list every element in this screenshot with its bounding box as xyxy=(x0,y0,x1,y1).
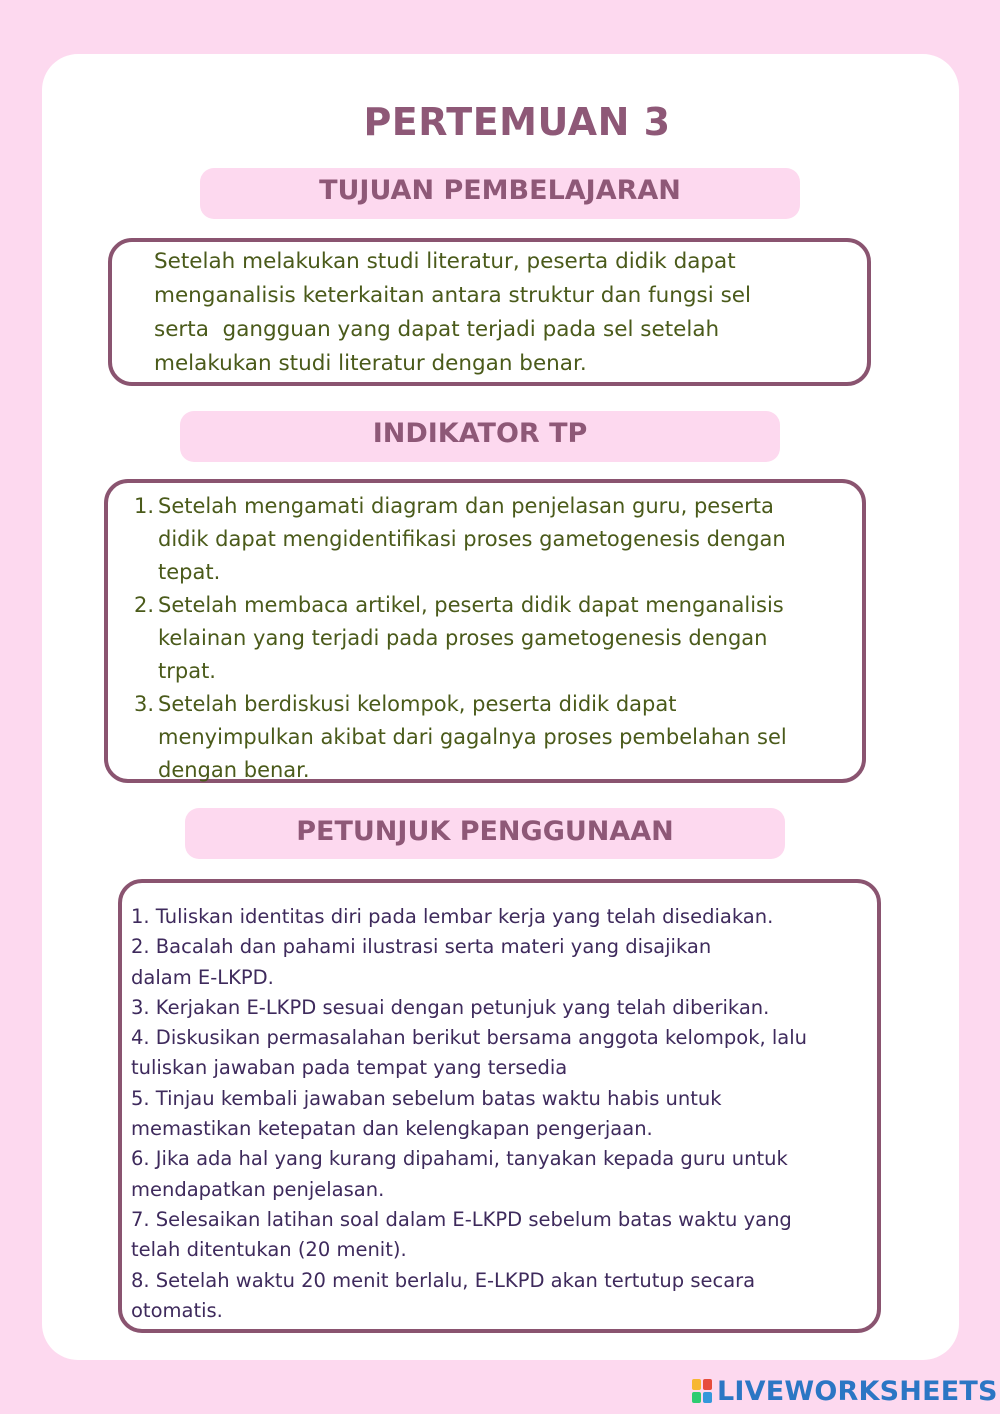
tujuan-line: Setelah melakukan studi literatur, peserta didik dapat xyxy=(154,249,736,274)
indikator-list xyxy=(134,490,854,787)
tujuan-heading: TUJUAN PEMBELAJARAN xyxy=(319,175,681,206)
indikator-line: trpat. xyxy=(158,659,216,683)
petunjuk-list xyxy=(131,902,869,1326)
petunjuk-heading-pill xyxy=(185,808,785,859)
liveworksheets-brand: LIVEWORKSHEETS xyxy=(717,1375,998,1407)
petunjuk-line: otomatis. xyxy=(131,1298,223,1322)
indikator-item xyxy=(134,490,854,589)
liveworksheets-logo-icon xyxy=(692,1378,714,1404)
liveworksheets-logo[interactable] xyxy=(692,1374,998,1408)
petunjuk-line: memastikan ketepatan dan kelengkapan pengerjaan. xyxy=(131,1117,653,1141)
indikator-item-number: 3. xyxy=(134,692,155,716)
tujuan-heading-pill xyxy=(200,168,800,219)
petunjuk-line: 1. Tuliskan identitas diri pada lembar kerja yang telah disediakan. xyxy=(131,905,774,928)
petunjuk-line: telah ditentukan (20 menit). xyxy=(131,1238,407,1262)
indikator-item-number: 1. xyxy=(134,494,155,518)
indikator-item xyxy=(134,688,854,787)
tujuan-line: menganalisis keterkaitan antara struktur dan fungsi sel xyxy=(154,283,751,308)
petunjuk-line: mendapatkan penjelasan. xyxy=(131,1177,385,1201)
indikator-heading: INDIKATOR TP xyxy=(372,418,588,449)
indikator-line: Setelah mengamati diagram dan penjelasan guru, peserta xyxy=(158,494,774,518)
indikator-heading-pill xyxy=(180,411,780,462)
indikator-line: dengan benar. xyxy=(158,758,310,782)
petunjuk-line: tuliskan jawaban pada tempat yang tersedia xyxy=(131,1056,568,1080)
petunjuk-line: 7. Selesaikan latihan soal dalam E-LKPD sebelum batas waktu yang xyxy=(131,1207,792,1231)
petunjuk-line: 8. Setelah waktu 20 menit berlalu, E-LKPD akan tertutup secara xyxy=(131,1268,756,1292)
petunjuk-line: 5. Tinjau kembali jawaban sebelum batas waktu habis untuk xyxy=(131,1086,722,1110)
petunjuk-line: 3. Kerjakan E-LKPD sesuai dengan petunjuk yang telah diberikan. xyxy=(131,995,770,1019)
indikator-line: didik dapat mengidentifikasi proses gametogenesis dengan xyxy=(158,527,786,551)
indikator-item-number: 2. xyxy=(134,593,155,617)
indikator-line: menyimpulkan akibat dari gagalnya proses pembelahan sel xyxy=(158,725,787,749)
petunjuk-line: 2. Bacalah dan pahami ilustrasi serta materi yang disajikan xyxy=(131,935,712,959)
petunjuk-line: dalam E-LKPD. xyxy=(131,965,274,989)
indikator-line: Setelah berdiskusi kelompok, peserta didik dapat xyxy=(158,692,677,716)
indikator-line: Setelah membaca artikel, peserta didik dapat menganalisis xyxy=(158,593,784,617)
indikator-line: kelainan yang terjadi pada proses gametogenesis dengan xyxy=(158,626,768,650)
petunjuk-line: 6. Jika ada hal yang kurang dipahami, tanyakan kepada guru untuk xyxy=(131,1147,788,1171)
indikator-item xyxy=(134,589,854,688)
tujuan-line: melakukan studi literatur dengan benar. xyxy=(154,351,587,376)
indikator-line: tepat. xyxy=(158,560,221,584)
petunjuk-heading: PETUNJUK PENGGUNAAN xyxy=(296,816,674,847)
page-title: PERTEMUAN 3 xyxy=(363,100,671,144)
tujuan-line: serta gangguan yang dapat terjadi pada sel setelah xyxy=(154,317,720,342)
tujuan-text xyxy=(154,245,846,381)
petunjuk-line: 4. Diskusikan permasalahan berikut bersama anggota kelompok, lalu xyxy=(131,1026,808,1050)
